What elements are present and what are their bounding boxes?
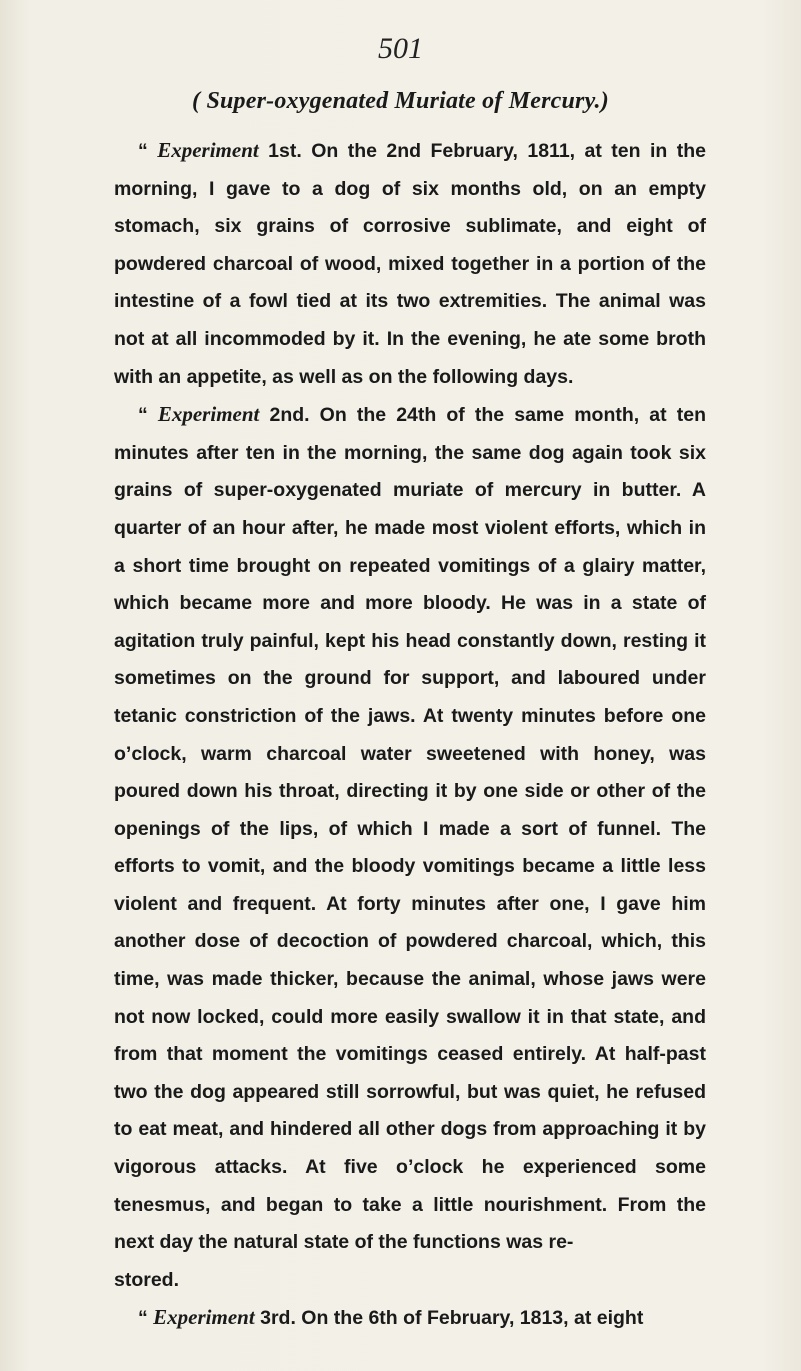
paragraph-text: 2nd. On the 24th of the same month, at ten minutes after ten in the morning, the same dog again took six grains of super-oxygenated muriate of mercury in butter. A quarter of an hour after, he made most violent efforts, which in a short time brought on repeated vomitings of a glairy matter, which became more and more bloody. He was in a state of agitation truly painful, kept his head constantly down, resting it sometimes on the ground for support, and laboured under tetanic constriction of the jaws. At twenty minutes before one o’clock, warm charcoal water sweetened with honey, was poured down his throat, directing it by one side or other of the openings of the lips, of which I made a sort of funnel. The efforts to vomit, and the bloody vomitings became a little less violent and frequent. At forty minutes after one, I gave him another dose of decoction of powdered charcoal, which, this time, was made thicker, because the animal, whose jaws were not now locked, could more easily swallow it in that state, and from that moment the vomitings ceased entirely. At half-past two the dog appeared still sorrowful, but was quiet, he refused to eat meat, and hindered all other dogs from approaching it by vigorous attacks. At five o’clock he experienced some tenesmus, and began to take a little nourishment. From the next day the natural state of the functions was re- xyxy=(114,404,706,1254)
paragraph-experiment-3 xyxy=(114,1299,706,1338)
paragraph-continuation xyxy=(114,1262,706,1300)
quote-mark: “ xyxy=(138,140,158,162)
paragraph-experiment-2 xyxy=(114,396,706,1262)
paragraph-text: 1st. On the 2nd February, 1811, at ten in the morning, I gave to a dog of six months old, on an empty stomach, six grains of corrosive sublimate, and eight of powdered charcoal of wood, mixed together in a portion of the intestine of a fowl tied at its two extremities. The animal was not at all incommoded by it. In the evening, he ate some broth with an appetite, as well as on the following days. xyxy=(114,140,706,388)
quote-mark: “ xyxy=(138,404,158,427)
experiment-label: Experiment xyxy=(153,1305,255,1330)
section-heading: ( Super-oxygenated Muriate of Mercury.) xyxy=(192,88,609,114)
quote-mark: “ xyxy=(138,1307,154,1330)
experiment-label: Experiment xyxy=(157,138,259,162)
paragraph-text: 3rd. On the 6th of February, 1813, at eight xyxy=(254,1307,644,1330)
page-number: 501 xyxy=(378,32,423,65)
experiment-label: Experiment xyxy=(157,402,260,427)
paragraph-experiment-1 xyxy=(114,132,706,396)
body-text xyxy=(114,132,706,1338)
paragraph-text: stored. xyxy=(114,1268,180,1291)
